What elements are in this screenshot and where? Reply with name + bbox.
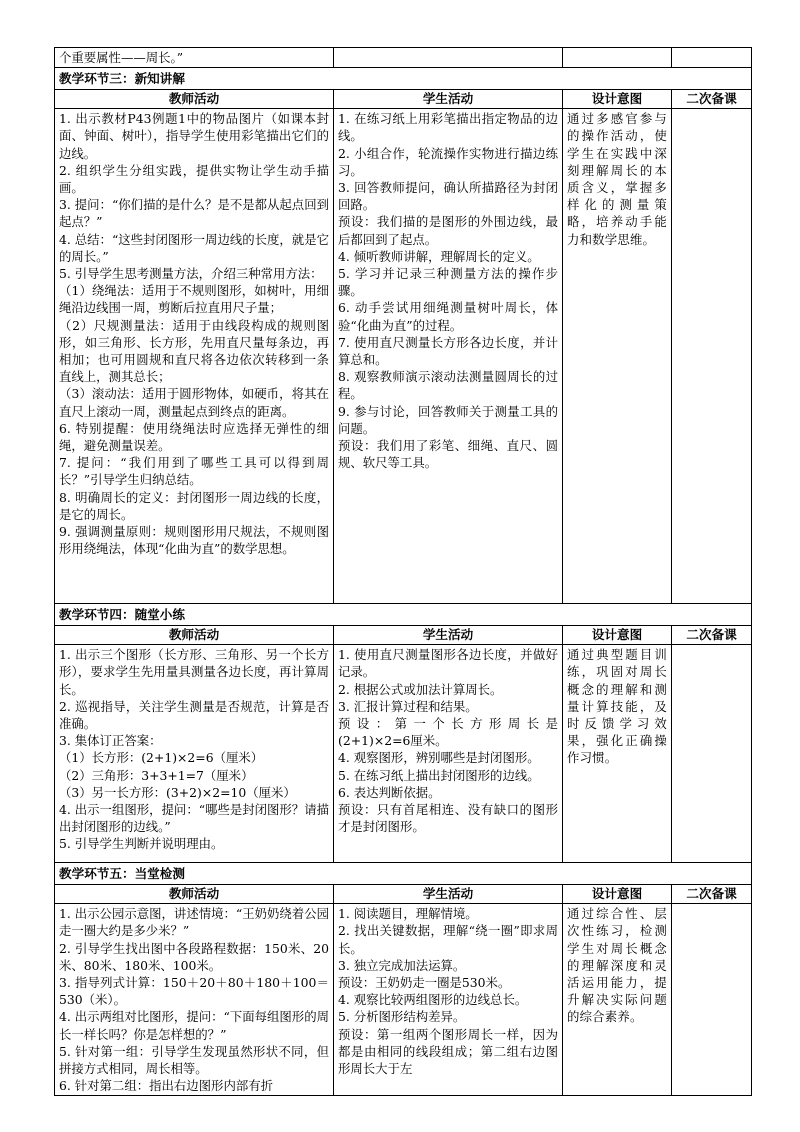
teacher-step: 4. 出示一组图形，提问：“哪些是封闭图形？请描出封闭图形的边线。” <box>59 802 329 835</box>
teacher-step: 6. 特别提醒：使用绕绳法时应选择无弹性的细绳，避免测量误差。 <box>59 420 329 454</box>
second-prep-cell[interactable] <box>672 645 752 863</box>
column-header-row <box>55 90 752 109</box>
teacher-step: 1. 出示三个图形（长方形、三角形、另一个长方形），要求学生先用量具测量各边长度，再计算周长。 <box>59 647 329 697</box>
header-student-activity: 学生活动 <box>334 626 563 645</box>
design-intent-text: 通过综合性、层次性练习，检测学生对周长概念的理解深度和灵活运用能力，提升解决实际问题的综合素养。 <box>567 906 667 1025</box>
student-step: 预设：只有首尾相连、没有缺口的图形才是封闭图形。 <box>338 802 558 835</box>
header-second-prep: 二次备课 <box>672 626 752 645</box>
column-header-row <box>55 885 752 904</box>
student-step: 2. 根据公式或加法计算周长。 <box>338 681 503 697</box>
design-intent-cell <box>563 904 672 1096</box>
teacher-step: 5. 引导学生判断并说明理由。 <box>59 836 224 852</box>
teacher-activity-cell <box>55 109 334 604</box>
teacher-activity-cell <box>55 904 334 1096</box>
student-step: 预设：我们描的是图形的外围边线，最后都回到了起点。 <box>338 214 558 247</box>
teacher-step: 3. 集体订正答案： <box>59 733 162 749</box>
student-step: 9. 参与讨论，回答教师关于测量工具的问题。 <box>338 403 558 436</box>
teacher-step: 2. 引导学生找出图中各段路程数据：150米、20米、80米、180米、100米。 <box>59 940 329 973</box>
student-step: 2. 小组合作，轮流操作实物进行描边练习。 <box>338 145 558 178</box>
section-title-row <box>55 863 752 885</box>
teacher-step: 5. 引导学生思考测量方法，介绍三种常用方法： <box>59 266 323 282</box>
teacher-step: 5. 针对第一组：引导学生发现虽然形状不同，但拼接方式相同，周长相等。 <box>59 1043 329 1077</box>
student-step: 1. 阅读题目，理解情境。 <box>338 906 478 922</box>
teacher-step: 4. 总结：“这些封闭图形一周边线的长度，就是它的周长。” <box>59 231 329 264</box>
teacher-step: 3. 指导列式计算：150＋20＋80＋180＋100＝530（米）。 <box>59 975 329 1008</box>
student-step: 5. 在练习纸上描出封闭图形的边线。 <box>338 767 540 783</box>
continuation-row <box>55 48 752 68</box>
teacher-step: （1）长方形：(2+1)×2=6（厘米） <box>59 750 264 766</box>
content-row <box>55 645 752 863</box>
teacher-step: 7. 提问：“我们用到了哪些工具可以得到周长？”引导学生归纳总结。 <box>59 455 329 488</box>
header-design-intent: 设计意图 <box>563 90 672 109</box>
student-step: 6. 动手尝试用细绳测量树叶周长，体验“化曲为直”的过程。 <box>338 300 558 333</box>
teacher-step: （3）滚动法：适用于圆形物体，如硬币，将其在直尺上滚动一周，测量起点到终点的距离。 <box>59 386 329 419</box>
second-prep-cell[interactable] <box>672 109 752 604</box>
header-teacher-activity: 教师活动 <box>55 626 334 645</box>
content-row <box>55 904 752 1096</box>
empty-cell <box>563 48 672 68</box>
student-step: 4. 观察比较两组图形的边线总长。 <box>338 992 528 1008</box>
section-title: 教学环节五：当堂检测 <box>55 863 752 885</box>
student-step: 3. 独立完成加法运算。 <box>338 957 466 973</box>
teacher-step: 2. 巡视指导，关注学生测量是否规范，计算是否准确。 <box>59 698 329 732</box>
teacher-activity-cell <box>55 645 334 863</box>
student-step: 4. 倾听教师讲解，理解周长的定义。 <box>338 248 540 264</box>
teacher-step: 1. 出示公园示意图，讲述情境：“王奶奶绕着公园走一圈大约是多少米？” <box>59 906 329 939</box>
teacher-step: （3）另一长方形：(3+2)×2=10（厘米） <box>59 784 296 800</box>
student-step: 2. 找出关键数据，理解“绕一圈”即求周长。 <box>338 923 558 956</box>
teacher-step: 3. 提问：“你们描的是什么？是不是都从起点回到起点？” <box>59 197 329 230</box>
header-student-activity: 学生活动 <box>334 90 563 109</box>
teacher-step: 8. 明确周长的定义：封闭图形一周边线的长度，是它的周长。 <box>59 489 329 522</box>
header-design-intent: 设计意图 <box>563 885 672 904</box>
student-step: 4. 观察图形，辨别哪些是封闭图形。 <box>338 750 540 766</box>
student-step: 8. 观察教师演示滚动法测量圆周长的过程。 <box>338 369 558 402</box>
student-step: 5. 分析图形结构差异。 <box>338 1009 466 1025</box>
teacher-step: （1）绕绳法：适用于不规则图形，如树叶，用细绳沿边线围一周，剪断后拉直用尺子量； <box>59 283 329 316</box>
header-student-activity: 学生活动 <box>334 885 563 904</box>
header-second-prep: 二次备课 <box>672 885 752 904</box>
design-intent-text: 通过典型题目训练，巩固对周长概念的理解和测量计算技能，及时反馈学习效果，强化正确操作习惯。 <box>567 647 667 766</box>
header-second-prep: 二次备课 <box>672 90 752 109</box>
student-step: 6. 表达判断依据。 <box>338 784 441 800</box>
content-row <box>55 109 752 604</box>
teacher-step: 1. 出示教材P43例题1中的物品图片（如课本封面、钟面、树叶），指导学生使用彩笔描出它们的边线。 <box>59 111 329 161</box>
second-prep-cell[interactable] <box>672 904 752 1096</box>
lesson-plan-table <box>54 47 752 1096</box>
student-step: 预设：我们用了彩笔、细绳、直尺、圆规、软尺等工具。 <box>338 438 558 471</box>
teacher-step: （2）尺规测量法：适用于由线段构成的规则图形，如三角形、长方形，先用直尺量每条边，再相加；也可用圆规和直尺将各边依次转移到一条直线上，测其总长； <box>59 317 329 385</box>
section-title: 教学环节四：随堂小练 <box>55 604 752 626</box>
teacher-step: 4. 出示两组对比图形，提问：“下面每组图形的周长一样长吗？你是怎样想的？” <box>59 1009 329 1042</box>
continuation-text: 个重要属性——周长。” <box>55 48 334 68</box>
student-activity-cell <box>334 109 563 604</box>
student-step: 7. 使用直尺测量长方形各边长度，并计算总和。 <box>338 334 558 368</box>
header-design-intent: 设计意图 <box>563 626 672 645</box>
student-step: 预设：第一组两个图形周长一样，因为都是由相同的线段组成；第二组右边图形周长大于左 <box>338 1026 558 1077</box>
teacher-step: 6. 针对第二组：指出右边图形内部有折 <box>59 1078 274 1094</box>
column-header-row <box>55 626 752 645</box>
design-intent-cell <box>563 645 672 863</box>
teacher-step: 9. 强调测量原则：规则图形用尺规法，不规则图形用绕绳法，体现“化曲为直”的数学思想。 <box>59 524 329 557</box>
student-activity-cell <box>334 904 563 1096</box>
student-activity-cell <box>334 645 563 863</box>
empty-cell <box>672 48 752 68</box>
teacher-step: （2）三角形：3+3+1=7（厘米） <box>59 767 254 783</box>
student-step: 预设：王奶奶走一圈是530米。 <box>338 975 511 991</box>
design-intent-cell <box>563 109 672 604</box>
student-step: 1. 使用直尺测量图形各边长度，并做好记录。 <box>338 647 558 680</box>
student-step: 3. 回答教师提问，确认所描路径为封闭回路。 <box>338 180 558 213</box>
empty-cell <box>334 48 563 68</box>
student-step: 1. 在练习纸上用彩笔描出指定物品的边线。 <box>338 111 558 144</box>
student-step: 3. 汇报计算过程和结果。 <box>338 698 478 714</box>
header-teacher-activity: 教师活动 <box>55 90 334 109</box>
section-title-row <box>55 68 752 90</box>
section-title-row <box>55 604 752 626</box>
section-title: 教学环节三：新知讲解 <box>55 68 752 90</box>
teacher-step: 2. 组织学生分组实践，提供实物让学生动手描画。 <box>59 162 329 196</box>
student-step: 预设：第一个长方形周长是(2+1)×2=6厘米。 <box>338 716 558 749</box>
header-teacher-activity: 教师活动 <box>55 885 334 904</box>
design-intent-text: 通过多感官参与的操作活动，使学生在实践中深刻理解周长的本质含义，掌握多样化的测量策略，培养动手能力和数学思维。 <box>567 111 667 247</box>
student-step: 5. 学习并记录三种测量方法的操作步骤。 <box>338 266 558 299</box>
